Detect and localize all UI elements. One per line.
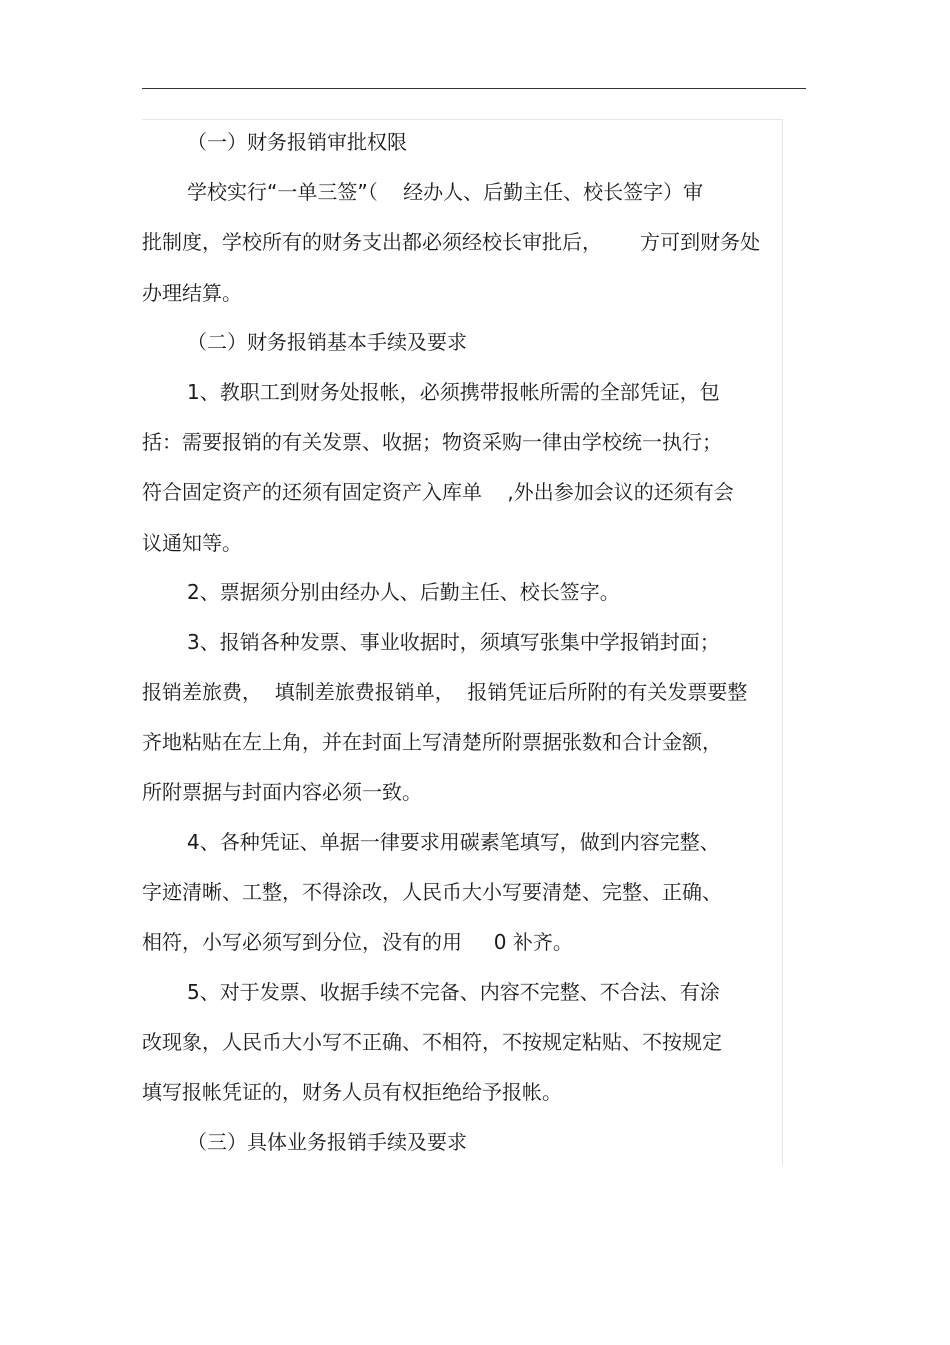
paragraph-line: 4、各种凭证、单据一律要求用碳素笔填写，做到内容完整、 bbox=[187, 830, 720, 854]
paragraph-line: 3、报销各种发票、事业收据时，须填写张集中学报销封面； bbox=[187, 630, 720, 654]
paragraph-line: 办理结算。 bbox=[142, 281, 242, 305]
paragraph-line: 填写报帐凭证的，财务人员有权拒绝给予报帐。 bbox=[142, 1080, 562, 1104]
heading-specific-procedures: （三）具体业务报销手续及要求 bbox=[187, 1130, 467, 1154]
paragraph-line: 批制度，学校所有的财务支出都必须经校长审批后， 方可到财务处 bbox=[142, 230, 761, 254]
heading-approval-authority: （一）财务报销审批权限 bbox=[187, 130, 407, 154]
header-rule bbox=[142, 88, 806, 89]
paragraph-line: 所附票据与封面内容必须一致。 bbox=[142, 780, 422, 804]
heading-basic-procedures: （二）财务报销基本手续及要求 bbox=[187, 330, 467, 354]
paragraph-line: 齐地粘贴在左上角，并在封面上写清楚所附票据张数和合计金额， bbox=[142, 730, 722, 754]
paragraph-line: 符合固定资产的还须有固定资产入库单 ,外出参加会议的还须有会 bbox=[142, 480, 734, 504]
paragraph-line: 改现象，人民币大小写不正确、不相符，不按规定粘贴、不按规定 bbox=[142, 1030, 722, 1054]
paragraph-line: 议通知等。 bbox=[142, 531, 242, 555]
paragraph-line: 2、票据须分别由经办人、后勤主任、校长签字。 bbox=[187, 580, 620, 604]
paragraph-line: 字迹清晰、工整，不得涂改，人民币大小写要清楚、完整、正确、 bbox=[142, 880, 722, 904]
paragraph-line: 1、教职工到财务处报帐，必须携带报帐所需的全部凭证，包 bbox=[187, 380, 720, 404]
paragraph-line: 学校实行“一单三签”（ 经办人、后勤主任、校长签字）审 bbox=[187, 180, 704, 204]
paragraph-line: 相符，小写必须写到分位，没有的用 0 补齐。 bbox=[142, 930, 573, 954]
paragraph-line: 报销差旅费， 填制差旅费报销单， 报销凭证后所附的有关发票要整 bbox=[142, 680, 748, 704]
paragraph-line: 括：需要报销的有关发票、收据；物资采购一律由学校统一执行； bbox=[142, 430, 722, 454]
paragraph-line: 5、对于发票、收据手续不完备、内容不完整、不合法、有涂 bbox=[187, 980, 720, 1004]
